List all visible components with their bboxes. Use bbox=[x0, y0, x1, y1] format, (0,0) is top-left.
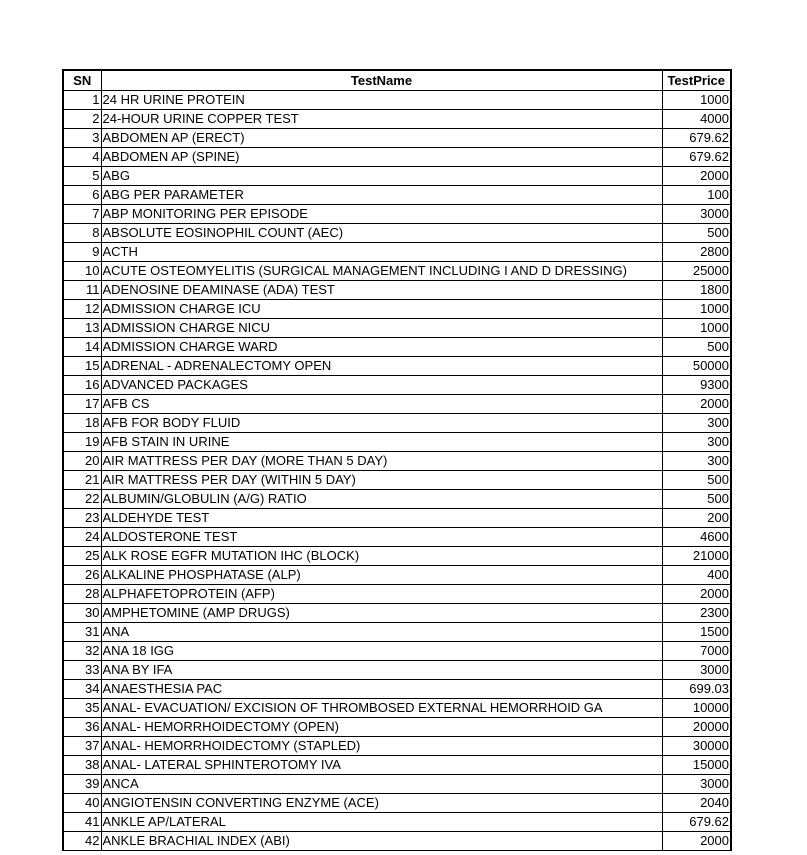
table-body bbox=[63, 91, 731, 851]
row-sn: 28 bbox=[63, 585, 101, 604]
row-sn: 32 bbox=[63, 642, 101, 661]
table-row bbox=[63, 91, 731, 110]
row-sn: 42 bbox=[63, 832, 101, 851]
table-header-row bbox=[63, 70, 731, 91]
row-test-name: ABG PER PARAMETER bbox=[101, 186, 662, 205]
row-test-price: 100 bbox=[662, 186, 731, 205]
table-row bbox=[63, 699, 731, 718]
row-test-price: 679.62 bbox=[662, 129, 731, 148]
row-sn: 3 bbox=[63, 129, 101, 148]
row-test-name: ABDOMEN AP (ERECT) bbox=[101, 129, 662, 148]
row-test-price: 500 bbox=[662, 490, 731, 509]
row-test-name: ALDOSTERONE TEST bbox=[101, 528, 662, 547]
row-sn: 30 bbox=[63, 604, 101, 623]
table-row bbox=[63, 452, 731, 471]
table-row bbox=[63, 376, 731, 395]
row-test-price: 300 bbox=[662, 414, 731, 433]
row-test-name: ADMISSION CHARGE NICU bbox=[101, 319, 662, 338]
table-row bbox=[63, 414, 731, 433]
row-test-price: 3000 bbox=[662, 205, 731, 224]
row-sn: 21 bbox=[63, 471, 101, 490]
row-sn: 13 bbox=[63, 319, 101, 338]
table-row bbox=[63, 167, 731, 186]
table-row bbox=[63, 642, 731, 661]
row-test-price: 300 bbox=[662, 452, 731, 471]
table-row bbox=[63, 737, 731, 756]
row-sn: 5 bbox=[63, 167, 101, 186]
row-sn: 26 bbox=[63, 566, 101, 585]
row-test-name: AIR MATTRESS PER DAY (WITHIN 5 DAY) bbox=[101, 471, 662, 490]
table-row bbox=[63, 756, 731, 775]
row-test-name: ANAL- HEMORRHOIDECTOMY (OPEN) bbox=[101, 718, 662, 737]
table-row bbox=[63, 319, 731, 338]
row-sn: 8 bbox=[63, 224, 101, 243]
row-sn: 40 bbox=[63, 794, 101, 813]
row-sn: 11 bbox=[63, 281, 101, 300]
row-test-name: AMPHETOMINE (AMP DRUGS) bbox=[101, 604, 662, 623]
row-test-price: 3000 bbox=[662, 661, 731, 680]
row-sn: 18 bbox=[63, 414, 101, 433]
row-test-price: 50000 bbox=[662, 357, 731, 376]
table-row bbox=[63, 224, 731, 243]
table-row bbox=[63, 585, 731, 604]
row-sn: 6 bbox=[63, 186, 101, 205]
table-row bbox=[63, 262, 731, 281]
row-test-price: 25000 bbox=[662, 262, 731, 281]
row-test-name: ANAL- LATERAL SPHINTEROTOMY IVA bbox=[101, 756, 662, 775]
table-row bbox=[63, 794, 731, 813]
row-test-name: ADVANCED PACKAGES bbox=[101, 376, 662, 395]
table-row bbox=[63, 604, 731, 623]
row-test-price: 2000 bbox=[662, 832, 731, 851]
row-test-name: ANA bbox=[101, 623, 662, 642]
row-test-price: 1000 bbox=[662, 300, 731, 319]
row-sn: 4 bbox=[63, 148, 101, 167]
row-sn: 39 bbox=[63, 775, 101, 794]
row-sn: 17 bbox=[63, 395, 101, 414]
table-row bbox=[63, 433, 731, 452]
table-row bbox=[63, 129, 731, 148]
row-sn: 23 bbox=[63, 509, 101, 528]
row-test-price: 699.03 bbox=[662, 680, 731, 699]
row-sn: 15 bbox=[63, 357, 101, 376]
row-sn: 16 bbox=[63, 376, 101, 395]
row-test-price: 300 bbox=[662, 433, 731, 452]
table-row bbox=[63, 490, 731, 509]
row-test-price: 9300 bbox=[662, 376, 731, 395]
row-sn: 12 bbox=[63, 300, 101, 319]
row-test-name: ANAL- HEMORRHOIDECTOMY (STAPLED) bbox=[101, 737, 662, 756]
table-row bbox=[63, 281, 731, 300]
row-test-name: 24-HOUR URINE COPPER TEST bbox=[101, 110, 662, 129]
table-row bbox=[63, 300, 731, 319]
row-test-price: 30000 bbox=[662, 737, 731, 756]
row-test-price: 2800 bbox=[662, 243, 731, 262]
row-sn: 9 bbox=[63, 243, 101, 262]
row-sn: 24 bbox=[63, 528, 101, 547]
table-row bbox=[63, 813, 731, 832]
row-test-name: ACTH bbox=[101, 243, 662, 262]
row-test-name: ANKLE BRACHIAL INDEX (ABI) bbox=[101, 832, 662, 851]
row-test-name: ANA BY IFA bbox=[101, 661, 662, 680]
table-row bbox=[63, 509, 731, 528]
table-row bbox=[63, 718, 731, 737]
row-test-price: 7000 bbox=[662, 642, 731, 661]
table-row bbox=[63, 547, 731, 566]
table-row bbox=[63, 110, 731, 129]
row-test-name: ALPHAFETOPROTEIN (AFP) bbox=[101, 585, 662, 604]
row-test-name: ADENOSINE DEAMINASE (ADA) TEST bbox=[101, 281, 662, 300]
table-row bbox=[63, 471, 731, 490]
table-row bbox=[63, 338, 731, 357]
row-test-price: 21000 bbox=[662, 547, 731, 566]
row-test-price: 1500 bbox=[662, 623, 731, 642]
row-test-name: AFB CS bbox=[101, 395, 662, 414]
table-row bbox=[63, 775, 731, 794]
row-test-name: ANAL- EVACUATION/ EXCISION OF THROMBOSED EXTERNAL HEMORRHOID GA bbox=[101, 699, 662, 718]
row-test-name: ANGIOTENSIN CONVERTING ENZYME (ACE) bbox=[101, 794, 662, 813]
row-test-price: 1000 bbox=[662, 91, 731, 110]
row-sn: 36 bbox=[63, 718, 101, 737]
row-test-price: 679.62 bbox=[662, 148, 731, 167]
row-test-name: AFB STAIN IN URINE bbox=[101, 433, 662, 452]
row-sn: 2 bbox=[63, 110, 101, 129]
row-sn: 14 bbox=[63, 338, 101, 357]
row-test-name: ALK ROSE EGFR MUTATION IHC (BLOCK) bbox=[101, 547, 662, 566]
row-sn: 38 bbox=[63, 756, 101, 775]
row-test-price: 3000 bbox=[662, 775, 731, 794]
row-test-price: 500 bbox=[662, 471, 731, 490]
table-row bbox=[63, 832, 731, 851]
table-row bbox=[63, 566, 731, 585]
row-sn: 31 bbox=[63, 623, 101, 642]
header-test-name: TestName bbox=[101, 70, 662, 91]
table-row bbox=[63, 395, 731, 414]
row-sn: 41 bbox=[63, 813, 101, 832]
table-row bbox=[63, 680, 731, 699]
row-sn: 22 bbox=[63, 490, 101, 509]
row-test-price: 20000 bbox=[662, 718, 731, 737]
row-test-name: ACUTE OSTEOMYELITIS (SURGICAL MANAGEMENT INCLUDING I AND D DRESSING) bbox=[101, 262, 662, 281]
table-row bbox=[63, 243, 731, 262]
row-sn: 35 bbox=[63, 699, 101, 718]
row-test-name: ANCA bbox=[101, 775, 662, 794]
row-test-price: 500 bbox=[662, 338, 731, 357]
row-sn: 7 bbox=[63, 205, 101, 224]
row-test-price: 4600 bbox=[662, 528, 731, 547]
table-row bbox=[63, 186, 731, 205]
row-test-name: ALKALINE PHOSPHATASE (ALP) bbox=[101, 566, 662, 585]
row-test-name: AFB FOR BODY FLUID bbox=[101, 414, 662, 433]
header-test-price: TestPrice bbox=[662, 70, 731, 91]
row-test-price: 1000 bbox=[662, 319, 731, 338]
row-test-name: ADMISSION CHARGE WARD bbox=[101, 338, 662, 357]
row-test-name: ANA 18 IGG bbox=[101, 642, 662, 661]
row-test-name: ADRENAL - ADRENALECTOMY OPEN bbox=[101, 357, 662, 376]
table-row bbox=[63, 623, 731, 642]
row-test-price: 500 bbox=[662, 224, 731, 243]
row-test-name: 24 HR URINE PROTEIN bbox=[101, 91, 662, 110]
header-sn: SN bbox=[63, 70, 101, 91]
row-test-name: ALDEHYDE TEST bbox=[101, 509, 662, 528]
row-sn: 25 bbox=[63, 547, 101, 566]
row-test-name: ANKLE AP/LATERAL bbox=[101, 813, 662, 832]
row-sn: 37 bbox=[63, 737, 101, 756]
row-test-price: 2000 bbox=[662, 585, 731, 604]
row-test-name: ABG bbox=[101, 167, 662, 186]
row-sn: 19 bbox=[63, 433, 101, 452]
row-test-price: 400 bbox=[662, 566, 731, 585]
row-test-name: ANAESTHESIA PAC bbox=[101, 680, 662, 699]
row-test-price: 4000 bbox=[662, 110, 731, 129]
row-sn: 20 bbox=[63, 452, 101, 471]
row-sn: 1 bbox=[63, 91, 101, 110]
row-test-price: 2300 bbox=[662, 604, 731, 623]
row-sn: 34 bbox=[63, 680, 101, 699]
row-sn: 10 bbox=[63, 262, 101, 281]
table-row bbox=[63, 205, 731, 224]
row-test-name: ADMISSION CHARGE ICU bbox=[101, 300, 662, 319]
row-test-name: ABDOMEN AP (SPINE) bbox=[101, 148, 662, 167]
row-test-name: ABP MONITORING PER EPISODE bbox=[101, 205, 662, 224]
row-test-price: 10000 bbox=[662, 699, 731, 718]
row-test-price: 2040 bbox=[662, 794, 731, 813]
row-test-price: 1800 bbox=[662, 281, 731, 300]
table-row bbox=[63, 528, 731, 547]
row-test-name: ABSOLUTE EOSINOPHIL COUNT (AEC) bbox=[101, 224, 662, 243]
row-test-price: 200 bbox=[662, 509, 731, 528]
table-row bbox=[63, 357, 731, 376]
row-test-price: 15000 bbox=[662, 756, 731, 775]
row-test-price: 2000 bbox=[662, 395, 731, 414]
row-sn: 33 bbox=[63, 661, 101, 680]
test-price-table bbox=[62, 69, 732, 851]
row-test-name: AIR MATTRESS PER DAY (MORE THAN 5 DAY) bbox=[101, 452, 662, 471]
table-row bbox=[63, 661, 731, 680]
table-row bbox=[63, 148, 731, 167]
row-test-name: ALBUMIN/GLOBULIN (A/G) RATIO bbox=[101, 490, 662, 509]
price-list-sheet bbox=[62, 69, 732, 851]
row-test-price: 679.62 bbox=[662, 813, 731, 832]
row-test-price: 2000 bbox=[662, 167, 731, 186]
